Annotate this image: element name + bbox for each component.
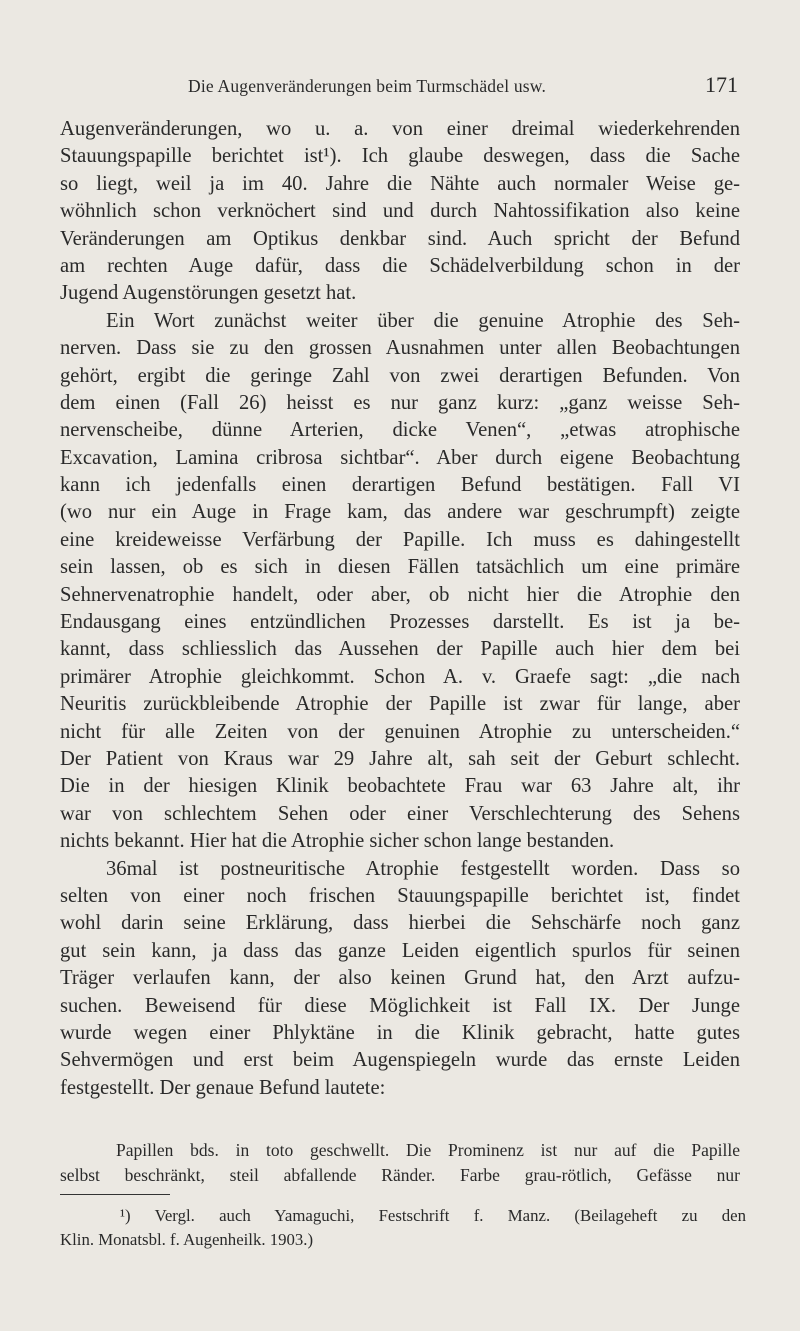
text-line: (wo nur ein Auge in Frage kam, das andere war geschrumpft) zeigte: [60, 501, 740, 524]
text-line: gut sein kann, ja dass das ganze Leiden eigentlich spurlos für seinen: [60, 939, 740, 962]
text-line: Der Patient von Kraus war 29 Jahre alt, sah seit der Geburt schlecht.: [60, 747, 740, 770]
text-line: wohl darin seine Erklärung, dass hierbei die Sehschärfe noch ganz: [60, 912, 740, 935]
text-line: Stauungspapille berichtet ist¹). Ich glaube deswegen, dass die Sache: [60, 145, 740, 168]
quote-line: selbst beschränkt, steil abfallende Ränder. Farbe grau-rötlich, Gefässe nur: [60, 1165, 740, 1185]
text-line: nicht für alle Zeiten von der genuinen Atrophie zu unterscheiden.“: [60, 720, 740, 743]
text-line: Excavation, Lamina cribrosa sichtbar“. Aber durch eigene Beobachtung: [60, 446, 740, 469]
text-line: wöhnlich schon verknöchert sind und durch Nahtossifikation also keine: [60, 200, 740, 223]
text-line: 36mal ist postneuritische Atrophie festgestellt worden. Dass so: [106, 857, 740, 880]
page-header: [60, 72, 740, 102]
text-line: Neuritis zurückbleibende Atrophie der Papille ist zwar für lange, aber: [60, 693, 740, 716]
text-line: Augenveränderungen, wo u. a. von einer dreimal wiederkehrenden: [60, 118, 740, 140]
text-line: Sehnervenatrophie handelt, oder aber, ob nicht hier die Atrophie den: [60, 583, 740, 606]
quote-line: Papillen bds. in toto geschwellt. Die Prominenz ist nur auf die Papille: [116, 1140, 740, 1160]
running-title: Die Augenveränderungen beim Turmschädel usw.: [188, 76, 547, 96]
text-line: kann ich jedenfalls einen derartigen Befund bestätigen. Fall VI: [60, 474, 740, 497]
footnote: [60, 1204, 746, 1252]
text-line: Ein Wort zunächst weiter über die genuine Atrophie des Seh-: [106, 309, 740, 332]
text-line: Veränderungen am Optikus denkbar sind. Auch spricht der Befund: [60, 227, 740, 250]
paragraph-3: [60, 856, 740, 1103]
text-line: gehört, ergibt die geringe Zahl von zwei derartigen Befunden. Von: [60, 364, 740, 387]
findings-quote: [60, 1138, 740, 1188]
paragraph-2: [60, 308, 740, 856]
body-text: [60, 116, 740, 1102]
text-line: primärer Atrophie gleichkommt. Schon A. v. Graefe sagt: „die nach: [60, 665, 740, 688]
text-line: kannt, dass schliesslich das Aussehen der Papille auch hier dem bei: [60, 638, 740, 661]
text-line: nichts bekannt. Hier hat die Atrophie sicher schon lange bestanden.: [60, 830, 615, 853]
text-line: festgestellt. Der genaue Befund lautete:: [60, 1076, 386, 1099]
text-line: suchen. Beweisend für diese Möglichkeit ist Fall IX. Der Junge: [60, 994, 740, 1017]
text-line: nerven. Dass sie zu den grossen Ausnahmen unter allen Beobachtungen: [60, 337, 740, 360]
footnote-line: Klin. Monatsbl. f. Augenheilk. 1903.): [60, 1230, 314, 1249]
text-line: Träger verlaufen kann, der also keinen Grund hat, den Arzt aufzu-: [60, 967, 740, 990]
text-line: Endausgang eines entzündlichen Prozesses darstellt. Es ist ja be-: [60, 611, 740, 634]
text-line: Die in der hiesigen Klinik beobachtete Frau war 63 Jahre alt, ihr: [60, 775, 740, 798]
paragraph-1: [60, 116, 740, 308]
text-line: nervenscheibe, dünne Arterien, dicke Venen“, „etwas atrophische: [60, 419, 740, 442]
text-line: so liegt, weil ja im 40. Jahre die Nähte auch normaler Weise ge-: [60, 172, 740, 195]
text-line: wurde wegen einer Phlyktäne in die Klinik gebracht, hatte gutes: [60, 1021, 740, 1044]
text-line: Jugend Augenstörungen gesetzt hat.: [60, 282, 357, 305]
text-line: dem einen (Fall 26) heisst es nur ganz kurz: „ganz weisse Seh-: [60, 391, 740, 414]
text-line: war von schlechtem Sehen oder einer Verschlechterung des Sehens: [60, 802, 740, 825]
text-line: am rechten Auge dafür, dass die Schädelverbildung schon in der: [60, 254, 740, 277]
footnote-line: ¹) Vergl. auch Yamaguchi, Festschrift f. Manz. (Beilageheft zu den: [120, 1206, 746, 1225]
text-line: sein lassen, ob es sich in diesen Fällen tatsächlich um eine primäre: [60, 556, 740, 579]
page-number: 171: [705, 72, 738, 97]
text-line: selten von einer noch frischen Stauungspapille berichtet ist, findet: [60, 884, 740, 907]
text-line: eine kreideweisse Verfärbung der Papille. Ich muss es dahingestellt: [60, 528, 740, 551]
footnote-divider: [60, 1194, 170, 1195]
text-line: Sehvermögen und erst beim Augenspiegeln wurde das ernste Leiden: [60, 1049, 740, 1072]
